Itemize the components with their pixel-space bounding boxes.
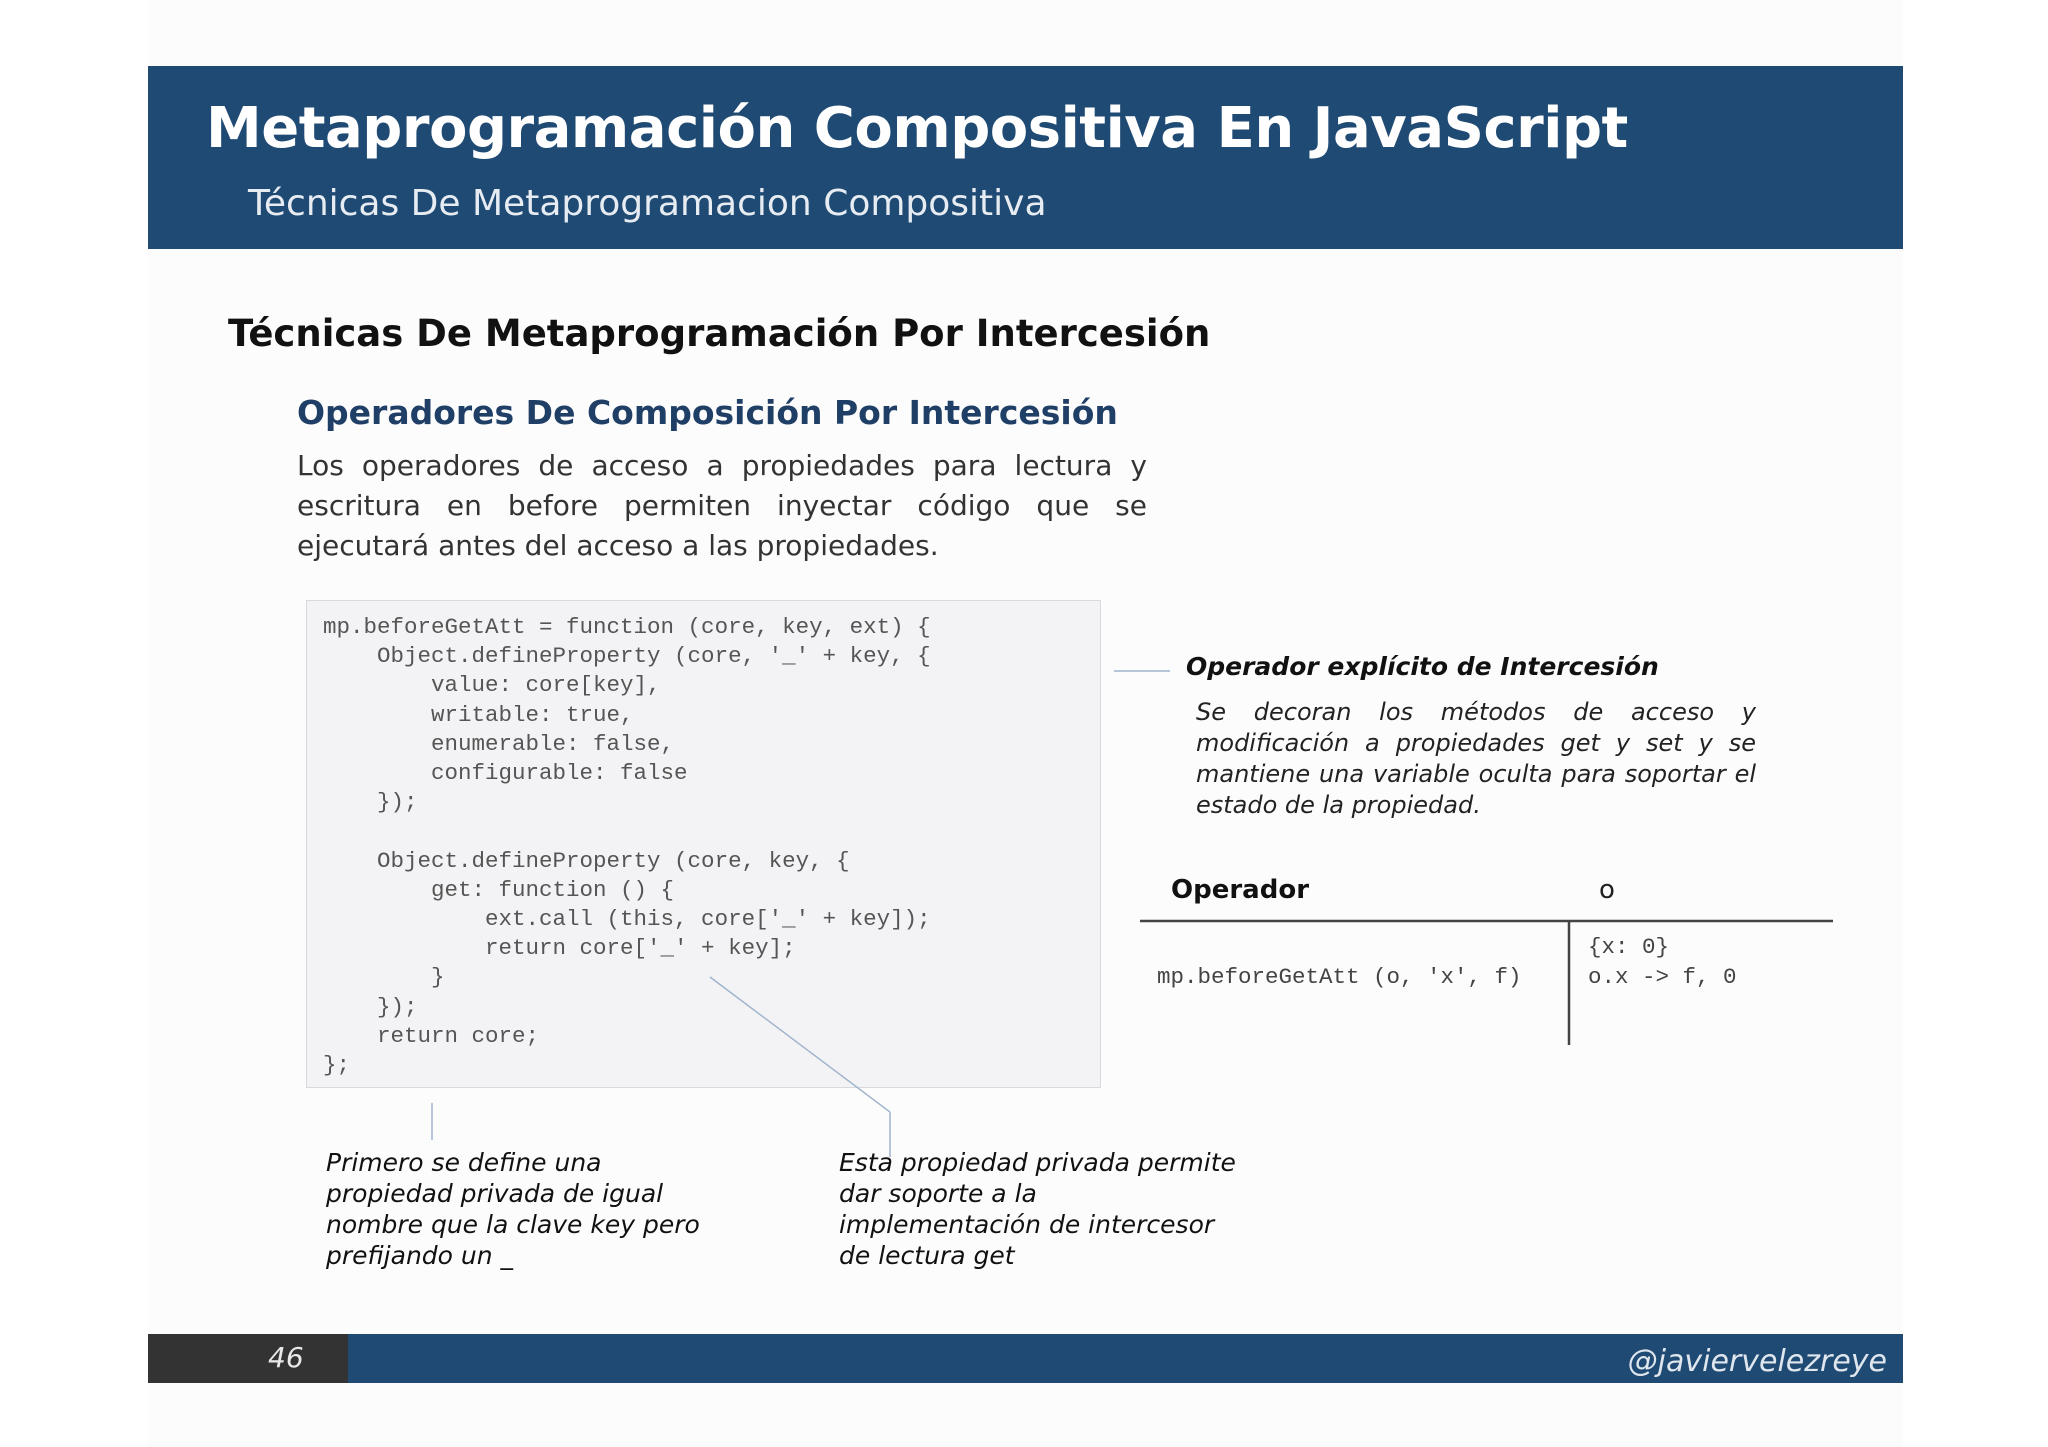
page-number-box <box>148 1334 348 1383</box>
slide-subtitle: Técnicas De Metaprogramacion Compositiva <box>248 183 1047 224</box>
slide-footer <box>148 1334 1903 1383</box>
operator-table-result-1: {x: 0} <box>1588 934 1670 960</box>
annotation-title: Operador explícito de Intercesión <box>1186 652 1659 681</box>
subsection-title: Operadores De Composición Por Intercesión <box>297 393 1118 432</box>
annotation-text: Se decoran los métodos de acceso y modificación a propiedades get y set y se mantiene una variable oculta para soportar el estado de la propiedad. <box>1196 698 1756 819</box>
author-handle: @javiervelezreye <box>1627 1344 1887 1379</box>
slide-title: Metaprogramación Compositiva En JavaScript <box>206 96 1628 161</box>
code-text: mp.beforeGetAtt = function (core, key, ext) { Object.defineProperty (core, '_' + key, { value: core[key], writable: true, enumerable: false, configurable: false }); Object.defineProperty (core, key, { get: function () { ext.call (this, core['_' + key]); return core['_' + key]; } }); return core; }; <box>323 614 931 1079</box>
operator-table-object-header: o <box>1599 875 1615 905</box>
operator-table-result-2: o.x -> f, 0 <box>1588 964 1737 990</box>
operator-table-call: mp.beforeGetAtt (o, 'x', f) <box>1157 964 1522 990</box>
operator-table-header: Operador <box>1171 875 1310 905</box>
section-title: Técnicas De Metaprogramación Por Intercesión <box>228 312 1211 355</box>
note-left: Primero se define una propiedad privada de igual nombre que la clave key pero prefijando un _ <box>326 1148 700 1270</box>
note-right: Esta propiedad privada permite dar soporte a la implementación de intercesor de lectura get <box>839 1148 1236 1270</box>
page-number: 46 <box>268 1341 304 1374</box>
intro-paragraph: Los operadores de acceso a propiedades para lectura y escritura en before permiten inyectar código que se ejecutará antes del acceso a las propiedades. <box>297 449 1147 562</box>
